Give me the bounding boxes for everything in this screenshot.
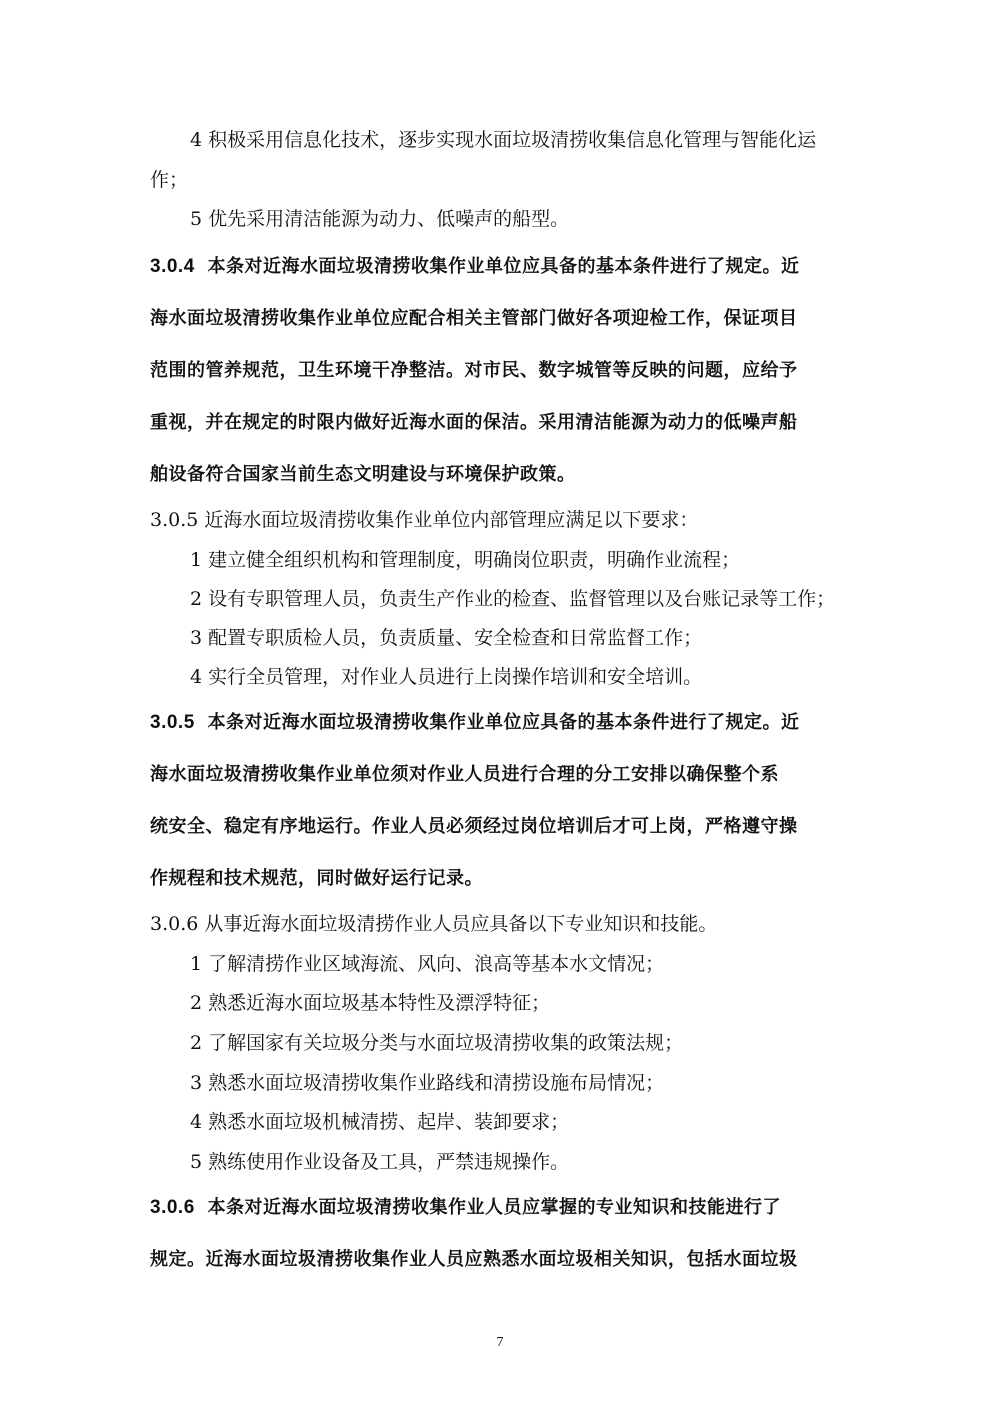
text-line: 4 积极采用信息化技术，逐步实现水面垃圾清捞收集信息化管理与智能化运 <box>190 129 817 151</box>
commentary-line: 规定。近海水面垃圾清捞收集作业人员应熟悉水面垃圾相关知识，包括水面垃圾 <box>150 1249 798 1270</box>
commentary-text: 本条对近海水面垃圾清捞收集作业单位应具备的基本条件进行了规定。近 <box>207 712 800 733</box>
commentary-line <box>150 711 800 735</box>
commentary-text: 本条对近海水面垃圾清捞收集作业人员应掌握的专业知识和技能进行了 <box>207 1197 782 1218</box>
commentary-line: 重视，并在规定的时限内做好近海水面的保洁。采用清洁能源为动力的低噪声船 <box>150 412 798 433</box>
commentary-line: 统安全、稳定有序地运行。作业人员必须经过岗位培训后才可上岗，严格遵守操 <box>150 816 798 837</box>
list-item: 5 熟练使用作业设备及工具，严禁违规操作。 <box>190 1151 570 1173</box>
list-item: 3 配置专职质检人员，负责质量、安全检查和日常监督工作； <box>190 627 703 649</box>
list-item: 4 实行全员管理，对作业人员进行上岗操作培训和安全培训。 <box>190 666 703 688</box>
list-item: 2 熟悉近海水面垃圾基本特性及漂浮特征； <box>190 992 551 1014</box>
list-item: 4 熟悉水面垃圾机械清捞、起岸、装卸要求； <box>190 1111 570 1133</box>
page-number: 7 <box>496 1335 504 1350</box>
list-item: 3 熟悉水面垃圾清捞收集作业路线和清捞设施布局情况； <box>190 1072 665 1094</box>
clause-number: 3.0.5 <box>150 712 195 733</box>
clause-number: 3.0.4 <box>150 256 195 277</box>
list-item: 2 了解国家有关垃圾分类与水面垃圾清捞收集的政策法规； <box>190 1032 684 1054</box>
commentary-line: 海水面垃圾清捞收集作业单位须对作业人员进行合理的分工安排以确保整个系 <box>150 764 779 785</box>
clause-number: 3.0.6 <box>150 1197 195 1218</box>
commentary-line: 海水面垃圾清捞收集作业单位应配合相关主管部门做好各项迎检工作，保证项目 <box>150 308 798 329</box>
commentary-line: 作规程和技术规范，同时做好运行记录。 <box>150 868 483 889</box>
list-item: 2 设有专职管理人员，负责生产作业的检查、监督管理以及台账记录等工作； <box>190 588 836 610</box>
commentary-line <box>150 255 800 279</box>
clause-heading: 3.0.5 近海水面垃圾清捞收集作业单位内部管理应满足以下要求： <box>150 509 699 531</box>
list-item: 1 建立健全组织机构和管理制度，明确岗位职责，明确作业流程； <box>190 549 741 571</box>
list-item: 1 了解清捞作业区域海流、风向、浪高等基本水文情况； <box>190 953 665 975</box>
commentary-line: 舶设备符合国家当前生态文明建设与环境保护政策。 <box>150 464 576 485</box>
commentary-line <box>150 1196 781 1220</box>
commentary-text: 本条对近海水面垃圾清捞收集作业单位应具备的基本条件进行了规定。近 <box>207 256 800 277</box>
text-line: 作； <box>150 169 189 191</box>
clause-heading: 3.0.6 从事近海水面垃圾清捞作业人员应具备以下专业知识和技能。 <box>150 913 718 935</box>
commentary-line: 范围的管养规范，卫生环境干净整洁。对市民、数字城管等反映的问题，应给予 <box>150 360 798 381</box>
text-line: 5 优先采用清洁能源为动力、低噪声的船型。 <box>190 208 570 230</box>
